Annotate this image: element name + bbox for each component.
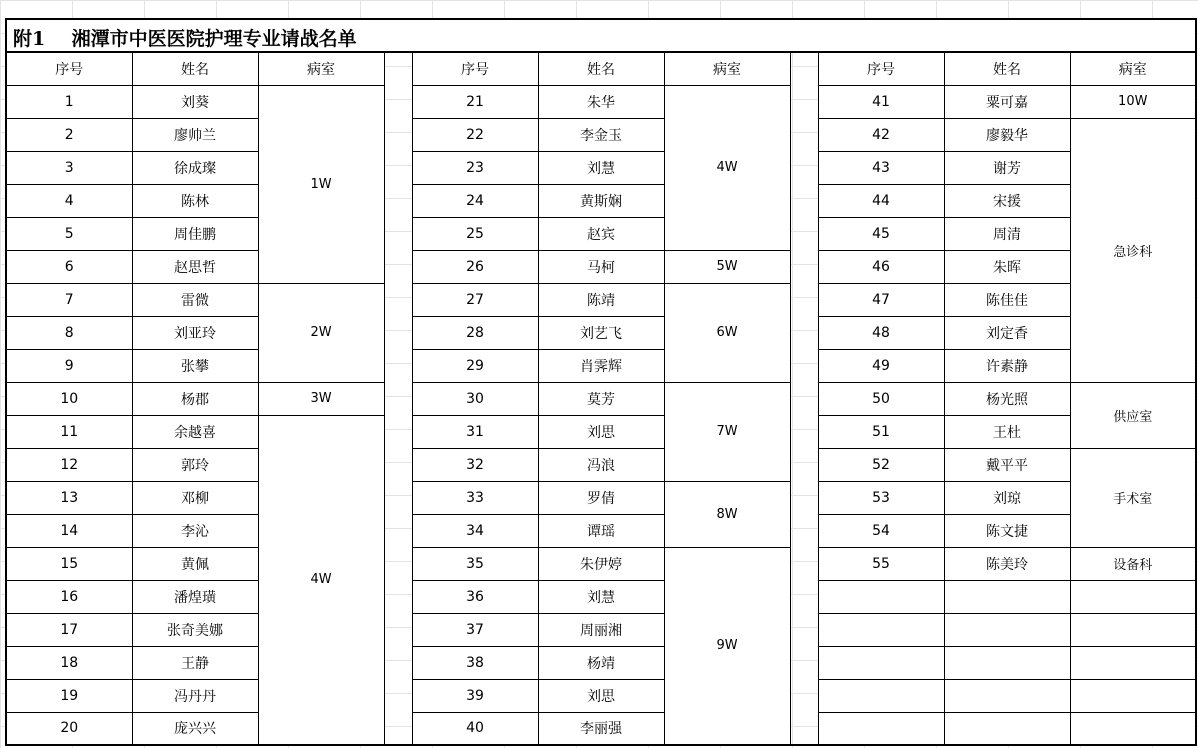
cell-no: 5 xyxy=(6,217,132,250)
cell-ward xyxy=(1070,646,1196,679)
table-row xyxy=(6,349,1196,382)
cell-no: 31 xyxy=(412,415,538,448)
cell-ward: 6W xyxy=(664,283,790,382)
cell-no: 24 xyxy=(412,184,538,217)
cell-ward: 供应室 xyxy=(1070,382,1196,448)
cell-no: 29 xyxy=(412,349,538,382)
cell-no: 22 xyxy=(412,118,538,151)
column-gap xyxy=(384,712,412,745)
cell-no: 42 xyxy=(818,118,944,151)
cell-no: 41 xyxy=(818,85,944,118)
cell-no: 37 xyxy=(412,613,538,646)
column-gap xyxy=(384,151,412,184)
cell-no: 39 xyxy=(412,679,538,712)
table-row xyxy=(6,118,1196,151)
cell-name: 张攀 xyxy=(132,349,258,382)
cell-name: 王静 xyxy=(132,646,258,679)
column-gap xyxy=(790,118,818,151)
table-row xyxy=(6,382,1196,415)
cell-no: 2 xyxy=(6,118,132,151)
table-row xyxy=(6,613,1196,646)
cell-no: 25 xyxy=(412,217,538,250)
cell-no: 54 xyxy=(818,514,944,547)
header-name: 姓名 xyxy=(538,52,664,85)
header-name: 姓名 xyxy=(944,52,1070,85)
cell-name: 杨郡 xyxy=(132,382,258,415)
header-name: 姓名 xyxy=(132,52,258,85)
column-gap xyxy=(790,184,818,217)
column-gap xyxy=(790,580,818,613)
cell-name: 周丽湘 xyxy=(538,613,664,646)
cell-name: 徐成璨 xyxy=(132,151,258,184)
cell-name: 李金玉 xyxy=(538,118,664,151)
column-gap xyxy=(384,481,412,514)
cell-no: 51 xyxy=(818,415,944,448)
cell-name: 李丽强 xyxy=(538,712,664,745)
cell-no: 44 xyxy=(818,184,944,217)
cell-name: 刘慧 xyxy=(538,580,664,613)
cell-no xyxy=(818,646,944,679)
column-gap xyxy=(384,547,412,580)
column-gap xyxy=(384,613,412,646)
cell-name: 杨靖 xyxy=(538,646,664,679)
cell-name: 谭瑶 xyxy=(538,514,664,547)
column-gap xyxy=(790,712,818,745)
cell-name: 朱伊婷 xyxy=(538,547,664,580)
cell-ward: 2W xyxy=(258,283,384,382)
cell-name: 刘琼 xyxy=(944,481,1070,514)
column-gap xyxy=(790,349,818,382)
cell-no: 14 xyxy=(6,514,132,547)
cell-no: 9 xyxy=(6,349,132,382)
table-row xyxy=(6,250,1196,283)
column-gap xyxy=(384,514,412,547)
cell-ward: 设备科 xyxy=(1070,547,1196,580)
cell-name: 罗倩 xyxy=(538,481,664,514)
column-gap xyxy=(790,85,818,118)
column-gap xyxy=(790,316,818,349)
cell-name: 刘思 xyxy=(538,679,664,712)
cell-no: 55 xyxy=(818,547,944,580)
cell-name: 刘亚玲 xyxy=(132,316,258,349)
column-gap xyxy=(384,580,412,613)
cell-name: 余越喜 xyxy=(132,415,258,448)
header-no: 序号 xyxy=(818,52,944,85)
cell-ward: 3W xyxy=(258,382,384,415)
column-gap xyxy=(790,250,818,283)
cell-name: 廖帅兰 xyxy=(132,118,258,151)
column-gap xyxy=(384,415,412,448)
cell-no: 6 xyxy=(6,250,132,283)
column-gap xyxy=(790,283,818,316)
cell-no: 34 xyxy=(412,514,538,547)
cell-no: 3 xyxy=(6,151,132,184)
cell-ward: 手术室 xyxy=(1070,448,1196,547)
cell-name xyxy=(944,646,1070,679)
column-gap xyxy=(790,481,818,514)
cell-no xyxy=(818,613,944,646)
cell-no: 21 xyxy=(412,85,538,118)
cell-name: 王杜 xyxy=(944,415,1070,448)
cell-ward: 5W xyxy=(664,250,790,283)
cell-ward: 8W xyxy=(664,481,790,547)
cell-name: 邓柳 xyxy=(132,481,258,514)
table-row xyxy=(6,184,1196,217)
cell-name xyxy=(944,613,1070,646)
cell-name xyxy=(944,712,1070,745)
cell-name: 陈林 xyxy=(132,184,258,217)
cell-name: 黄斯娴 xyxy=(538,184,664,217)
table-row xyxy=(6,415,1196,448)
column-gap xyxy=(384,283,412,316)
cell-name: 赵宾 xyxy=(538,217,664,250)
table-row xyxy=(6,151,1196,184)
table-row xyxy=(6,217,1196,250)
cell-no: 30 xyxy=(412,382,538,415)
cell-name: 周清 xyxy=(944,217,1070,250)
cell-name: 刘思 xyxy=(538,415,664,448)
column-gap xyxy=(790,151,818,184)
header-ward: 病室 xyxy=(258,52,384,85)
column-gap xyxy=(384,316,412,349)
cell-no: 23 xyxy=(412,151,538,184)
cell-no: 50 xyxy=(818,382,944,415)
cell-no: 20 xyxy=(6,712,132,745)
column-gap xyxy=(384,85,412,118)
cell-name: 雷微 xyxy=(132,283,258,316)
cell-no: 18 xyxy=(6,646,132,679)
column-gap xyxy=(384,448,412,481)
cell-name: 周佳鹏 xyxy=(132,217,258,250)
cell-no: 27 xyxy=(412,283,538,316)
table-row xyxy=(6,646,1196,679)
cell-no: 38 xyxy=(412,646,538,679)
cell-ward xyxy=(1070,580,1196,613)
header-no: 序号 xyxy=(412,52,538,85)
column-gap xyxy=(384,118,412,151)
cell-name xyxy=(944,580,1070,613)
column-gap xyxy=(790,679,818,712)
cell-no: 46 xyxy=(818,250,944,283)
cell-ward: 4W xyxy=(664,85,790,250)
cell-name: 刘葵 xyxy=(132,85,258,118)
cell-no: 13 xyxy=(6,481,132,514)
cell-name: 冯浪 xyxy=(538,448,664,481)
column-gap xyxy=(384,52,412,85)
cell-name: 粟可嘉 xyxy=(944,85,1070,118)
column-gap xyxy=(384,250,412,283)
cell-name: 张奇美娜 xyxy=(132,613,258,646)
cell-no: 7 xyxy=(6,283,132,316)
column-gap xyxy=(790,547,818,580)
cell-no: 28 xyxy=(412,316,538,349)
cell-no xyxy=(818,580,944,613)
cell-no: 19 xyxy=(6,679,132,712)
cell-no: 1 xyxy=(6,85,132,118)
cell-ward xyxy=(1070,679,1196,712)
cell-name: 宋援 xyxy=(944,184,1070,217)
cell-no: 48 xyxy=(818,316,944,349)
cell-no: 45 xyxy=(818,217,944,250)
column-gap xyxy=(790,646,818,679)
cell-ward: 4W xyxy=(258,415,384,745)
column-gap xyxy=(790,415,818,448)
cell-name: 冯丹丹 xyxy=(132,679,258,712)
table-row xyxy=(6,316,1196,349)
column-gap xyxy=(790,52,818,85)
roster-table xyxy=(5,51,1197,746)
cell-no: 12 xyxy=(6,448,132,481)
column-gap xyxy=(790,448,818,481)
table-row xyxy=(6,712,1196,745)
cell-name: 刘艺飞 xyxy=(538,316,664,349)
cell-no: 35 xyxy=(412,547,538,580)
cell-name: 郭玲 xyxy=(132,448,258,481)
cell-no: 8 xyxy=(6,316,132,349)
column-gap xyxy=(384,382,412,415)
column-gap xyxy=(384,217,412,250)
cell-no: 53 xyxy=(818,481,944,514)
cell-name: 黄佩 xyxy=(132,547,258,580)
cell-name: 陈靖 xyxy=(538,283,664,316)
header-ward: 病室 xyxy=(1070,52,1196,85)
cell-no: 33 xyxy=(412,481,538,514)
cell-name: 肖霁辉 xyxy=(538,349,664,382)
table-row xyxy=(6,514,1196,547)
cell-name: 刘定香 xyxy=(944,316,1070,349)
table-row xyxy=(6,448,1196,481)
header-row xyxy=(6,52,1196,85)
cell-name: 马柯 xyxy=(538,250,664,283)
cell-ward xyxy=(1070,712,1196,745)
cell-ward: 10W xyxy=(1070,85,1196,118)
cell-ward: 急诊科 xyxy=(1070,118,1196,382)
cell-no xyxy=(818,679,944,712)
cell-name: 朱晖 xyxy=(944,250,1070,283)
column-gap xyxy=(790,382,818,415)
column-gap xyxy=(384,646,412,679)
header-ward: 病室 xyxy=(664,52,790,85)
page-title: 附1 湘潭市中医医院护理专业请战名单 xyxy=(13,28,357,50)
cell-no: 40 xyxy=(412,712,538,745)
cell-name: 谢芳 xyxy=(944,151,1070,184)
cell-no: 47 xyxy=(818,283,944,316)
table-row xyxy=(6,679,1196,712)
cell-no: 11 xyxy=(6,415,132,448)
header-no: 序号 xyxy=(6,52,132,85)
cell-no: 15 xyxy=(6,547,132,580)
cell-no: 16 xyxy=(6,580,132,613)
column-gap xyxy=(790,217,818,250)
table-row xyxy=(6,547,1196,580)
cell-no: 26 xyxy=(412,250,538,283)
cell-name: 陈佳佳 xyxy=(944,283,1070,316)
cell-name: 廖毅华 xyxy=(944,118,1070,151)
table-row xyxy=(6,481,1196,514)
cell-ward xyxy=(1070,613,1196,646)
title-row xyxy=(5,18,1197,51)
cell-name: 朱华 xyxy=(538,85,664,118)
cell-name: 刘慧 xyxy=(538,151,664,184)
cell-no: 43 xyxy=(818,151,944,184)
cell-ward: 9W xyxy=(664,547,790,745)
table-row xyxy=(6,580,1196,613)
column-gap xyxy=(790,613,818,646)
cell-no: 49 xyxy=(818,349,944,382)
cell-name: 莫芳 xyxy=(538,382,664,415)
cell-name: 庞兴兴 xyxy=(132,712,258,745)
cell-no xyxy=(818,712,944,745)
column-gap xyxy=(384,184,412,217)
cell-name: 李沁 xyxy=(132,514,258,547)
column-gap xyxy=(384,679,412,712)
cell-name: 杨光照 xyxy=(944,382,1070,415)
cell-ward: 7W xyxy=(664,382,790,481)
cell-no: 36 xyxy=(412,580,538,613)
cell-name: 赵思哲 xyxy=(132,250,258,283)
column-gap xyxy=(790,514,818,547)
cell-name: 许素静 xyxy=(944,349,1070,382)
cell-name: 戴平平 xyxy=(944,448,1070,481)
table-row xyxy=(6,283,1196,316)
table-row xyxy=(6,85,1196,118)
cell-name: 陈文捷 xyxy=(944,514,1070,547)
cell-name xyxy=(944,679,1070,712)
cell-no: 4 xyxy=(6,184,132,217)
cell-name: 陈美玲 xyxy=(944,547,1070,580)
column-gap xyxy=(384,349,412,382)
cell-no: 10 xyxy=(6,382,132,415)
cell-no: 17 xyxy=(6,613,132,646)
cell-no: 32 xyxy=(412,448,538,481)
cell-no: 52 xyxy=(818,448,944,481)
cell-ward: 1W xyxy=(258,85,384,283)
cell-name: 潘煌璜 xyxy=(132,580,258,613)
